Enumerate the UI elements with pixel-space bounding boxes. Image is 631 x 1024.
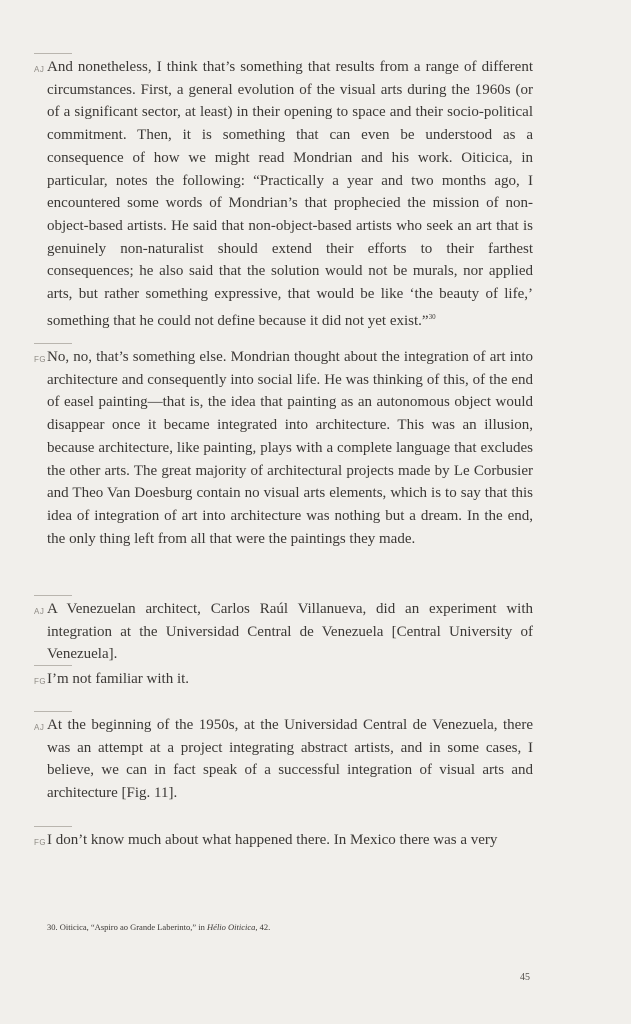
- dialogue-text: [47, 53, 533, 332]
- footnote-text: 30. Oiticica, “Aspiro ao Grande Laberinto,” in: [47, 922, 208, 932]
- page-number: 45: [520, 972, 530, 983]
- dialogue-text-content: And nonetheless, I think that’s something that results from a range of different circumstances. First, a general evolution of the visual arts during the 1960s (or of a significant sector, at least) in their opening to space and their socio-political commitment. Then, it is something that can even be understood as a consequence of how we might read Mondrian and his work. Oiticica, in particular, notes the following: “Practically a year and two months ago, I encountered some words of Mondrian’s that prophecied the mission of non-object-based artists. He said that non-object-based artists who seek an art that is genuinely non-naturalist should extend their efforts to their farthest consequences; he also said that the solution would not be murals, nor applied arts, but rather something expressive, that would be like ‘the beauty of life,’ something that he could not define because it did not yet exist.”: [47, 59, 533, 329]
- speaker-rule: [34, 711, 72, 712]
- footnote: [47, 922, 270, 932]
- speaker-label: AJ: [34, 65, 45, 74]
- dialogue-block-aj-2: [34, 595, 533, 666]
- footnote-suffix: , 42.: [255, 922, 271, 932]
- speaker-rule: [34, 53, 72, 54]
- footnote-reference: 30: [428, 312, 436, 321]
- dialogue-block-aj-1: [34, 53, 533, 332]
- dialogue-block-aj-3: [34, 711, 533, 805]
- dialogue-text: I don’t know much about what happened there. In Mexico there was a very: [47, 832, 498, 848]
- dialogue-text: At the beginning of the 1950s, at the Universidad Central de Venezuela, there was an attempt at a project integrating abstract artists, and in some cases, I believe, we can in fact speak of a successful integration of visual arts and architecture [Fig. 11].: [47, 717, 533, 802]
- dialogue-block-fg-3: [34, 826, 533, 852]
- speaker-label: AJ: [34, 607, 45, 616]
- dialogue-text: A Venezuelan architect, Carlos Raúl Villanueva, did an experiment with integration at the Universidad Central de Venezuela [Central University of Venezuela].: [47, 601, 533, 663]
- dialogue-text: I’m not familiar with it.: [47, 671, 190, 687]
- speaker-rule: [34, 826, 72, 827]
- speaker-rule: [34, 343, 72, 344]
- speaker-label: FG: [34, 355, 47, 364]
- dialogue-text: No, no, that’s something else. Mondrian thought about the integration of art into architecture and consequently into social life. He was thinking of this, of the end of easel painting—that is, the idea that painting as an autonomous object would disappear once it became integrated into architecture. This was an illusion, because architecture, like painting, plays with a complete language that excludes the other arts. The great majority of architectural projects made by Le Corbusier and Theo Van Doesburg contain no visual arts elements, which is to say that this idea of integration of art into architecture was nothing but a dream. In the end, the only thing left from all that were the paintings they made.: [47, 349, 533, 547]
- dialogue-block-fg-1: [34, 343, 533, 550]
- speaker-label: FG: [34, 677, 47, 686]
- footnote-title: Hélio Oiticica: [207, 922, 256, 932]
- speaker-label: AJ: [34, 723, 45, 732]
- speaker-rule: [34, 665, 72, 666]
- speaker-rule: [34, 595, 72, 596]
- dialogue-block-fg-2: [34, 665, 533, 691]
- speaker-label: FG: [34, 838, 47, 847]
